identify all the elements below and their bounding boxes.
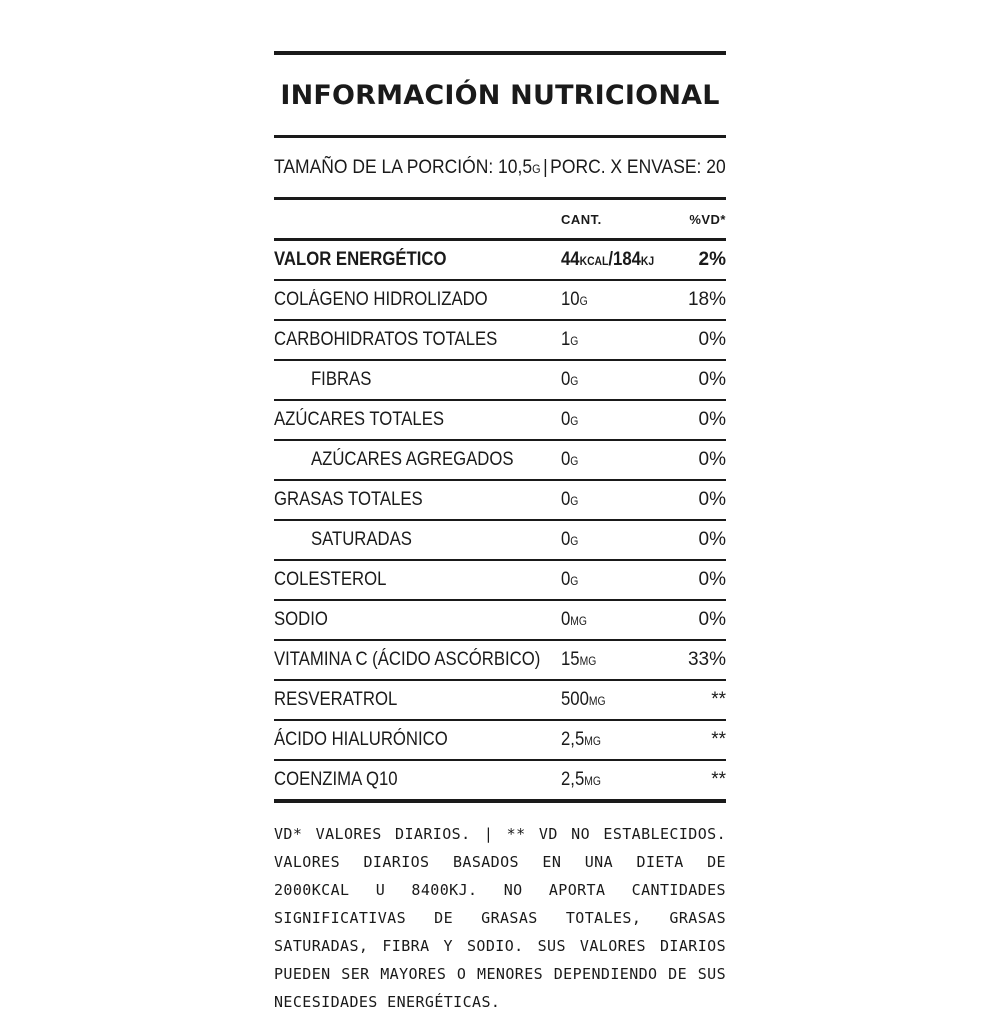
nutrient-row [274,281,726,319]
nutrient-name: VITAMINA C (ÁCIDO ASCÓRBICO) [274,649,541,670]
nutrient-amount: 10G [561,289,588,310]
nutrient-row [274,521,726,559]
nutrient-dv: 0% [698,449,726,470]
column-headers [274,200,726,238]
dv-header: %VD* [689,211,726,227]
nutrient-name: SODIO [274,609,328,630]
footnote: VD* VALORES DIARIOS. | ** VD NO ESTABLECIDOS. VALORES DIARIOS BASADOS EN UNA DIETA DE 2000KCAL U 8400KJ. NO APORTA CANTIDADES SIGNIFICATIVAS DE GRASAS TOTALES, GRASAS SATURADAS, FIBRA Y SODIO. SUS VALORES DIARIOS PUEDEN SER MAYORES O MENORES DEPENDIENDO DE SUS NECESIDADES ENERGÉTICAS. [274,825,726,1011]
nutrition-facts-panel [274,51,726,803]
nutrient-amount: 44KCAL/184KJ [561,249,655,270]
nutrient-row [274,681,726,719]
amount-header: CANT. [561,211,602,227]
nutrient-dv: 0% [698,369,726,390]
nutrient-name: GRASAS TOTALES [274,489,423,510]
nutrient-name: ÁCIDO HIALURÓNICO [274,729,448,750]
nutrient-row [274,241,726,279]
nutrient-amount: 0G [561,529,579,550]
nutrient-amount: 15MG [561,649,597,670]
nutrient-name: AZÚCARES TOTALES [274,409,445,430]
bottom-rule [274,799,726,803]
nutrient-dv: 0% [698,529,726,550]
nutrient-name: CARBOHIDRATOS TOTALES [274,329,498,350]
nutrient-amount: 2,5MG [561,729,601,750]
nutrient-row [274,721,726,759]
nutrient-name: COLESTEROL [274,569,387,590]
nutrient-row [274,401,726,439]
nutrient-name: FIBRAS [310,369,372,390]
nutrient-name: SATURADAS [310,529,412,550]
nutrient-row [274,601,726,639]
nutrient-amount: 0G [561,569,579,590]
nutrient-dv: 0% [698,609,726,630]
nutrient-amount: 0G [561,409,579,430]
nutrient-name: AZÚCARES AGREGADOS [310,449,514,470]
nutrient-row [274,441,726,479]
nutrient-dv: 0% [698,489,726,510]
nutrient-amount: 0MG [561,609,587,630]
serving-separator: | [543,156,548,178]
nutrient-dv: 33% [687,649,726,670]
nutrient-amount: 0G [561,449,579,470]
nutrient-row [274,321,726,359]
nutrient-dv: ** [711,769,726,790]
panel-title: INFORMACIÓN NUTRICIONAL [280,79,720,111]
nutrient-amount: 2,5MG [561,769,601,790]
nutrient-dv: 0% [698,329,726,350]
servings-per-pack: PORC. X ENVASE: 20 [550,156,726,178]
nutrient-dv: 18% [687,289,726,310]
nutrient-row [274,361,726,399]
nutrient-amount: 0G [561,489,579,510]
nutrient-row [274,561,726,599]
nutrient-amount: 1G [561,329,579,350]
nutrient-dv: ** [711,729,726,750]
nutrient-row [274,761,726,799]
nutrient-rows [274,241,726,799]
nutrient-row [274,641,726,679]
nutrient-name: COLÁGENO HIDROLIZADO [274,289,488,310]
nutrient-dv: 2% [698,249,726,270]
serving-info [274,138,726,197]
serving-size: TAMAÑO DE LA PORCIÓN: 10,5G [274,156,541,178]
nutrient-amount: 0G [561,369,579,390]
nutrient-row [274,481,726,519]
nutrient-amount: 500MG [561,689,606,710]
nutrient-name: COENZIMA Q10 [274,769,398,790]
nutrient-name: VALOR ENERGÉTICO [274,249,447,270]
nutrient-name: RESVERATROL [274,689,398,710]
nutrient-dv: 0% [698,569,726,590]
nutrient-dv: 0% [698,409,726,430]
nutrient-dv: ** [711,689,726,710]
